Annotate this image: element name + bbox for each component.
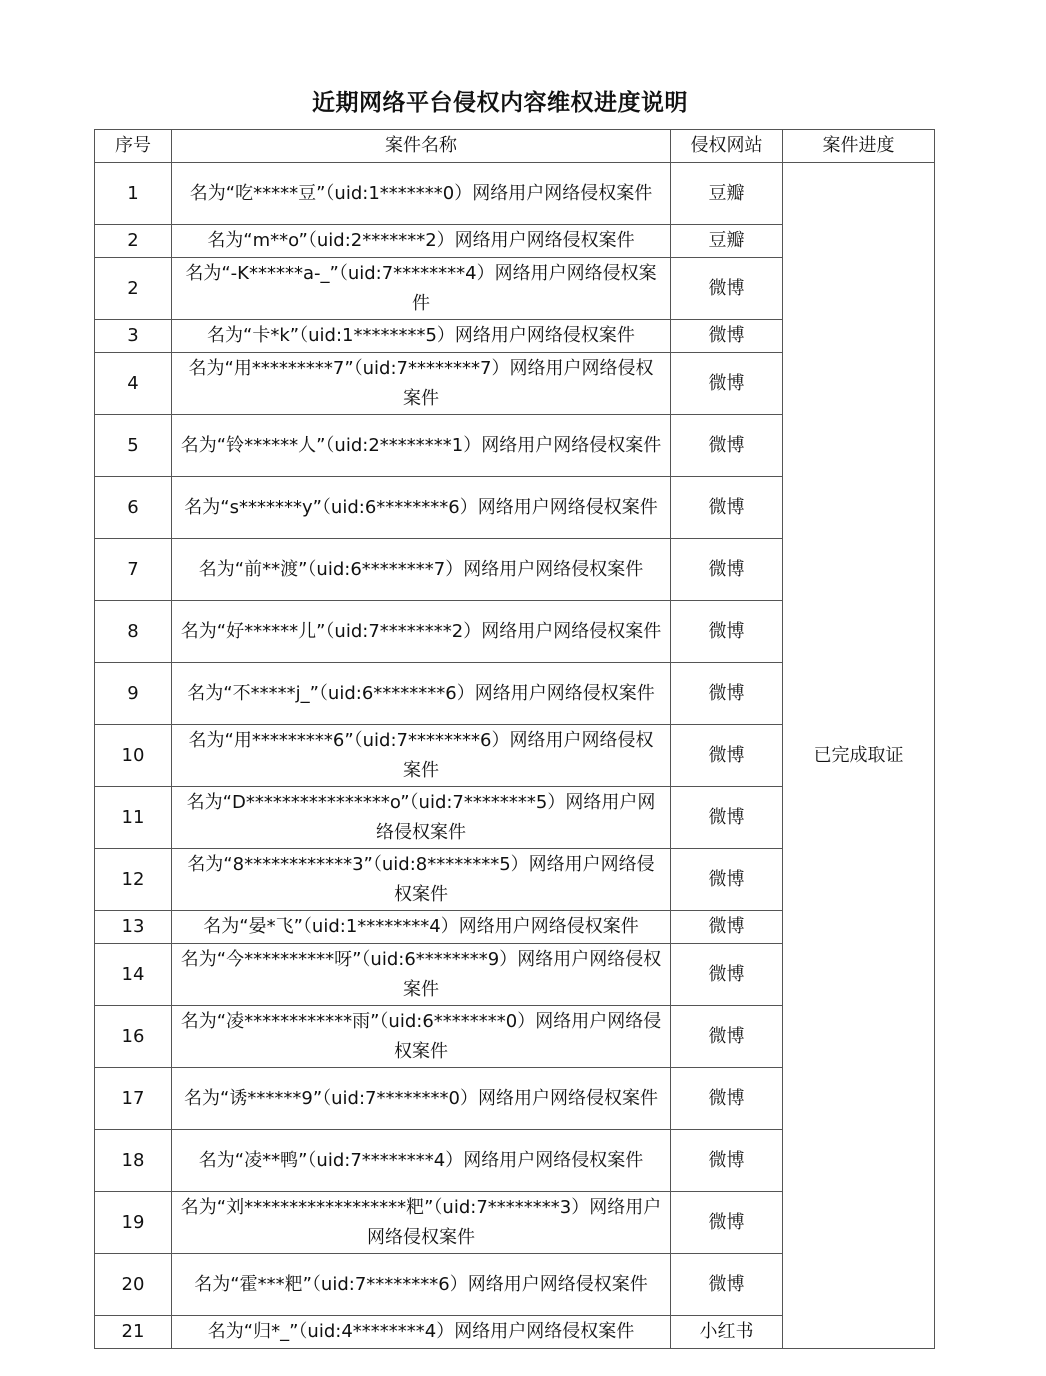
case-table (94, 129, 935, 1349)
case-index: 9 (95, 663, 172, 725)
table-header-row (95, 130, 935, 163)
case-name: 名为“前**渡”（uid:6********7）网络用户网络侵权案件 (172, 539, 671, 601)
case-index: 5 (95, 415, 172, 477)
case-site: 微博 (671, 258, 783, 320)
case-index: 12 (95, 849, 172, 911)
case-site: 小红书 (671, 1316, 783, 1349)
case-index: 10 (95, 725, 172, 787)
case-name: 名为“凌************雨”（uid:6********0）网络用户网络侵权案件 (172, 1006, 671, 1068)
table-row (95, 163, 935, 225)
table-body (95, 163, 935, 1349)
case-site: 豆瓣 (671, 225, 783, 258)
case-site: 微博 (671, 1006, 783, 1068)
case-site: 微博 (671, 353, 783, 415)
case-index: 1 (95, 163, 172, 225)
case-index: 6 (95, 477, 172, 539)
case-name: 名为“用*********6”（uid:7********6）网络用户网络侵权案件 (172, 725, 671, 787)
case-name: 名为“刘******************粑”（uid:7********3）网络用户网络侵权案件 (172, 1192, 671, 1254)
case-name: 名为“铃******人”（uid:2********1）网络用户网络侵权案件 (172, 415, 671, 477)
case-index: 17 (95, 1068, 172, 1130)
case-site: 微博 (671, 1068, 783, 1130)
case-name: 名为“凌**鸭”（uid:7********4）网络用户网络侵权案件 (172, 1130, 671, 1192)
case-index: 13 (95, 911, 172, 944)
case-index: 18 (95, 1130, 172, 1192)
case-name: 名为“用*********7”（uid:7********7）网络用户网络侵权案件 (172, 353, 671, 415)
document-title: 近期网络平台侵权内容维权进度说明 (312, 90, 688, 116)
header-index: 序号 (95, 130, 172, 163)
case-index: 7 (95, 539, 172, 601)
case-name: 名为“吃*****豆”（uid:1*******0）网络用户网络侵权案件 (172, 163, 671, 225)
case-site: 微博 (671, 944, 783, 1006)
case-name: 名为“好******儿”（uid:7********2）网络用户网络侵权案件 (172, 601, 671, 663)
case-name: 名为“D****************o”（uid:7********5）网络用户网络侵权案件 (172, 787, 671, 849)
case-index: 2 (95, 258, 172, 320)
case-site: 微博 (671, 415, 783, 477)
case-index: 14 (95, 944, 172, 1006)
case-site: 微博 (671, 1254, 783, 1316)
case-index: 16 (95, 1006, 172, 1068)
case-site: 豆瓣 (671, 163, 783, 225)
case-index: 19 (95, 1192, 172, 1254)
case-site: 微博 (671, 1130, 783, 1192)
case-name: 名为“归*_”（uid:4********4）网络用户网络侵权案件 (172, 1316, 671, 1349)
header-progress: 案件进度 (783, 130, 935, 163)
case-site: 微博 (671, 539, 783, 601)
case-site: 微博 (671, 1192, 783, 1254)
case-index: 11 (95, 787, 172, 849)
case-name: 名为“晏*飞”（uid:1********4）网络用户网络侵权案件 (172, 911, 671, 944)
case-name: 名为“-K******a-_”（uid:7********4）网络用户网络侵权案件 (172, 258, 671, 320)
case-site: 微博 (671, 601, 783, 663)
header-case-name: 案件名称 (172, 130, 671, 163)
case-index: 8 (95, 601, 172, 663)
header-site: 侵权网站 (671, 130, 783, 163)
case-name: 名为“不*****j_”（uid:6********6）网络用户网络侵权案件 (172, 663, 671, 725)
case-index: 2 (95, 225, 172, 258)
case-name: 名为“今**********呀”（uid:6********9）网络用户网络侵权案件 (172, 944, 671, 1006)
case-site: 微博 (671, 911, 783, 944)
case-site: 微博 (671, 787, 783, 849)
case-index: 21 (95, 1316, 172, 1349)
case-site: 微博 (671, 477, 783, 539)
case-site: 微博 (671, 849, 783, 911)
case-name: 名为“诱******9”（uid:7********0）网络用户网络侵权案件 (172, 1068, 671, 1130)
case-index: 3 (95, 320, 172, 353)
case-index: 4 (95, 353, 172, 415)
case-name: 名为“8************3”（uid:8********5）网络用户网络侵权案件 (172, 849, 671, 911)
case-name: 名为“m**o”（uid:2*******2）网络用户网络侵权案件 (172, 225, 671, 258)
case-site: 微博 (671, 725, 783, 787)
case-name: 名为“霍***粑”（uid:7********6）网络用户网络侵权案件 (172, 1254, 671, 1316)
case-name: 名为“卡*k”（uid:1********5）网络用户网络侵权案件 (172, 320, 671, 353)
case-progress-status: 已完成取证 (783, 163, 935, 1349)
case-site: 微博 (671, 663, 783, 725)
case-index: 20 (95, 1254, 172, 1316)
case-site: 微博 (671, 320, 783, 353)
case-name: 名为“s*******y”（uid:6********6）网络用户网络侵权案件 (172, 477, 671, 539)
